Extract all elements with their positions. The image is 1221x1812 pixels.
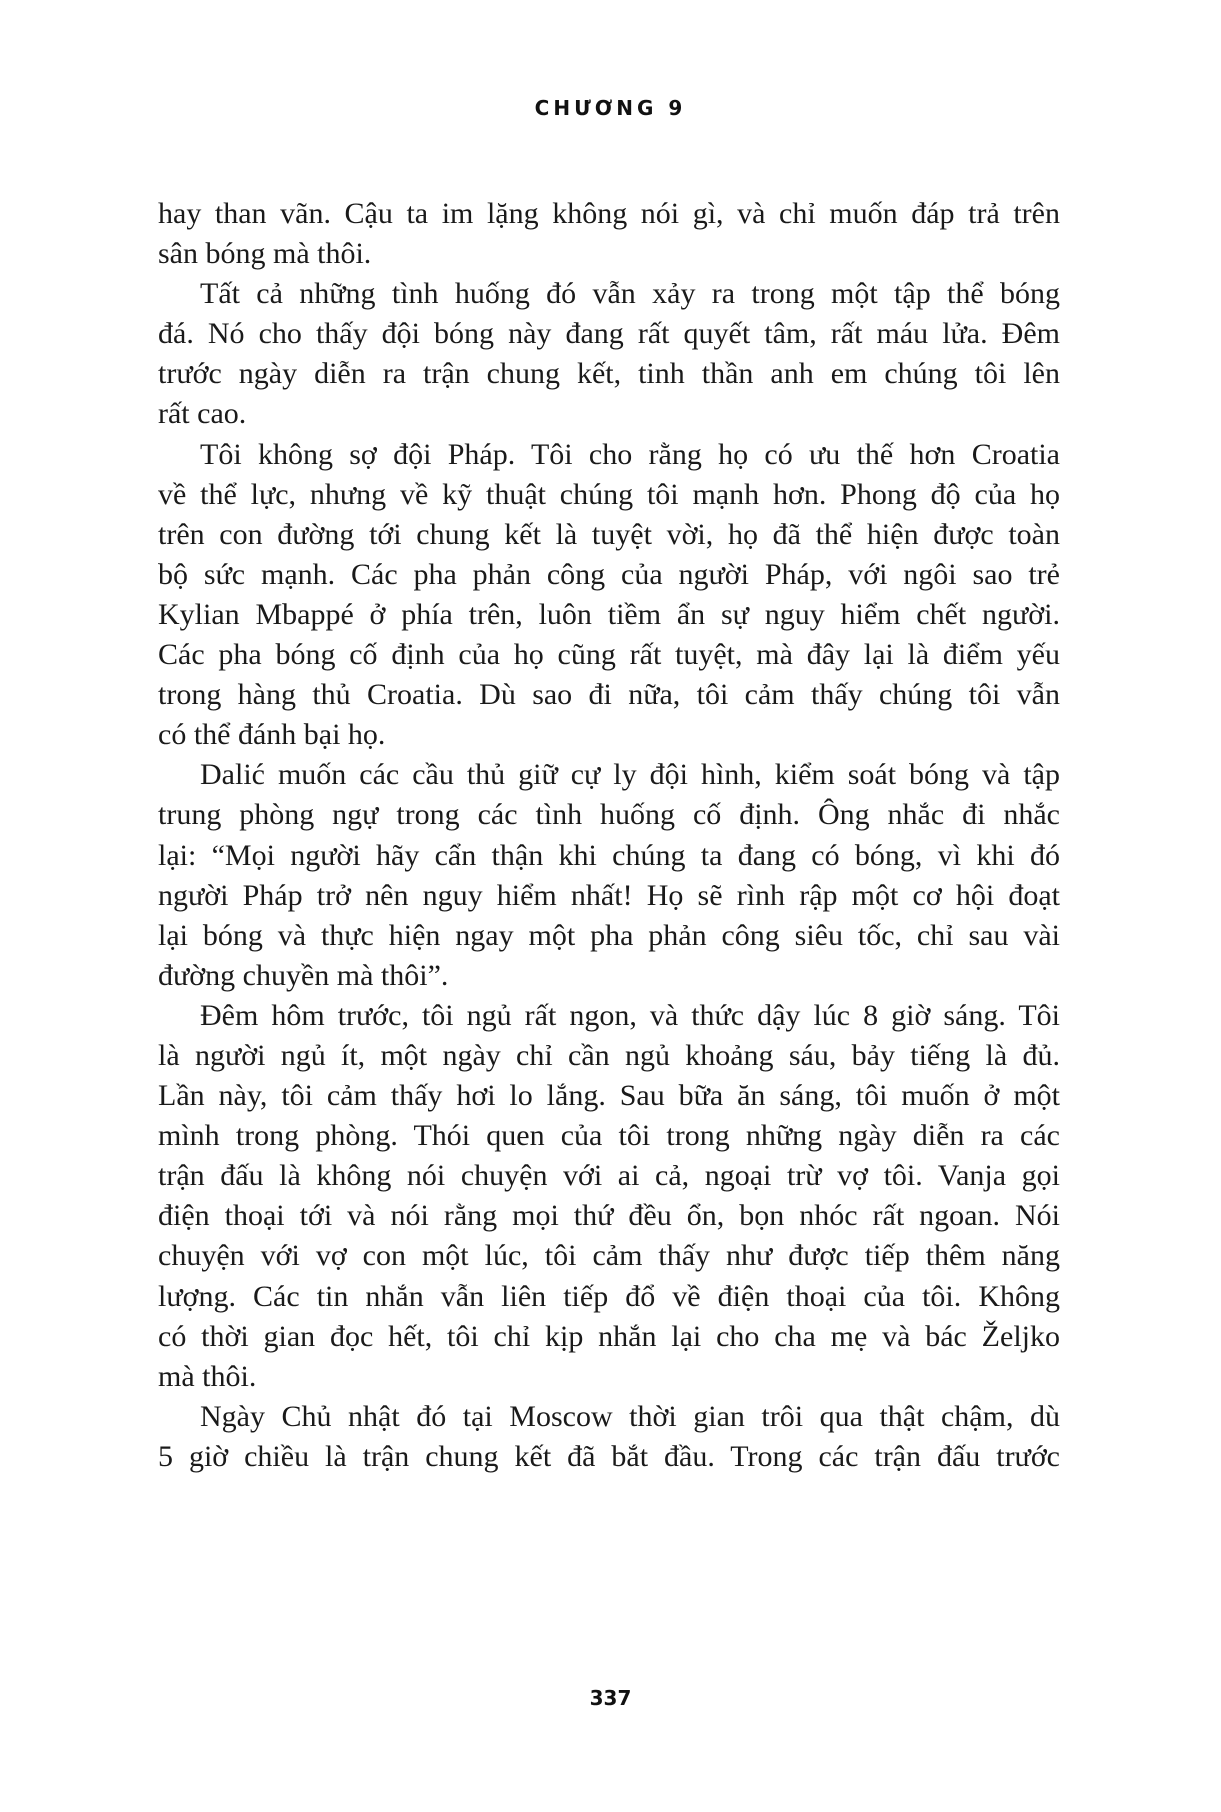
text-line: có thể đánh bại họ. <box>158 718 386 752</box>
body-text <box>158 194 1060 1477</box>
text-line: điện thoại tới và nói rằng mọi thứ đều ổn, bọn nhóc rất ngoan. Nói <box>158 1199 1060 1233</box>
chapter-header: CHƯƠNG 9 <box>534 96 687 120</box>
text-line: về thể lực, nhưng về kỹ thuật chúng tôi mạnh hơn. Phong độ của họ <box>158 477 1060 511</box>
text-line: Đêm hôm trước, tôi ngủ rất ngon, và thức dậy lúc 8 giờ sáng. Tôi <box>200 998 1060 1032</box>
paragraph <box>158 194 1060 274</box>
text-line: người Pháp trở nên nguy hiểm nhất! Họ sẽ rình rập một cơ hội đoạt <box>158 878 1060 912</box>
text-line: Lần này, tôi cảm thấy hơi lo lắng. Sau bữa ăn sáng, tôi muốn ở một <box>158 1079 1060 1113</box>
text-line: lại bóng và thực hiện ngay một pha phản công siêu tốc, chỉ sau vài <box>158 918 1060 952</box>
text-line: lượng. Các tin nhắn vẫn liên tiếp đổ về điện thoại của tôi. Không <box>158 1279 1060 1313</box>
text-line: mình trong phòng. Thói quen của tôi trong những ngày diễn ra các <box>158 1119 1060 1153</box>
text-line: sân bóng mà thôi. <box>158 237 372 271</box>
text-line: Tất cả những tình huống đó vẫn xảy ra trong một tập thể bóng <box>200 277 1060 311</box>
text-line: Kylian Mbappé ở phía trên, luôn tiềm ẩn sự nguy hiểm chết người. <box>158 597 1060 631</box>
text-line: là người ngủ ít, một ngày chỉ cần ngủ khoảng sáu, bảy tiếng là đủ. <box>158 1038 1060 1072</box>
text-line: Tôi không sợ đội Pháp. Tôi cho rằng họ có ưu thế hơn Croatia <box>200 437 1060 471</box>
text-line: trên con đường tới chung kết là tuyệt vời, họ đã thể hiện được toàn <box>158 517 1060 551</box>
text-line: Dalić muốn các cầu thủ giữ cự ly đội hình, kiểm soát bóng và tập <box>200 758 1060 792</box>
paragraph <box>158 1397 1060 1477</box>
text-line: Ngày Chủ nhật đó tại Moscow thời gian trôi qua thật chậm, dù <box>200 1399 1060 1433</box>
text-line: rất cao. <box>158 397 247 431</box>
text-line: đá. Nó cho thấy đội bóng này đang rất quyết tâm, rất máu lửa. Đêm <box>158 317 1060 351</box>
text-line: hay than vãn. Cậu ta im lặng không nói gì, và chỉ muốn đáp trả trên <box>158 197 1060 230</box>
text-line: trận đấu là không nói chuyện với ai cả, ngoại trừ vợ tôi. Vanja gọi <box>158 1159 1060 1193</box>
text-line: trung phòng ngự trong các tình huống cố định. Ông nhắc đi nhắc <box>158 798 1060 832</box>
paragraph <box>158 755 1060 996</box>
text-line: 5 giờ chiều là trận chung kết đã bắt đầu. Trong các trận đấu trước <box>158 1439 1060 1473</box>
text-line: Các pha bóng cố định của họ cũng rất tuyệt, mà đây lại là điểm yếu <box>158 638 1060 672</box>
page-number: 337 <box>589 1686 632 1710</box>
paragraph <box>158 274 1060 434</box>
paragraph <box>158 435 1060 756</box>
text-line: trước ngày diễn ra trận chung kết, tinh thần anh em chúng tôi lên <box>158 357 1060 391</box>
text-line: đường chuyền mà thôi”. <box>158 958 449 992</box>
text-line: có thời gian đọc hết, tôi chỉ kịp nhắn lại cho cha mẹ và bác Željko <box>158 1319 1060 1353</box>
paragraph <box>158 996 1060 1397</box>
text-line: trong hàng thủ Croatia. Dù sao đi nữa, tôi cảm thấy chúng tôi vẫn <box>158 678 1060 712</box>
text-line: mà thôi. <box>158 1359 257 1393</box>
text-line: lại: “Mọi người hãy cẩn thận khi chúng ta đang có bóng, vì khi đó <box>158 838 1060 872</box>
text-line: bộ sức mạnh. Các pha phản công của người Pháp, với ngôi sao trẻ <box>158 557 1060 591</box>
text-line: chuyện với vợ con một lúc, tôi cảm thấy như được tiếp thêm năng <box>158 1239 1060 1273</box>
